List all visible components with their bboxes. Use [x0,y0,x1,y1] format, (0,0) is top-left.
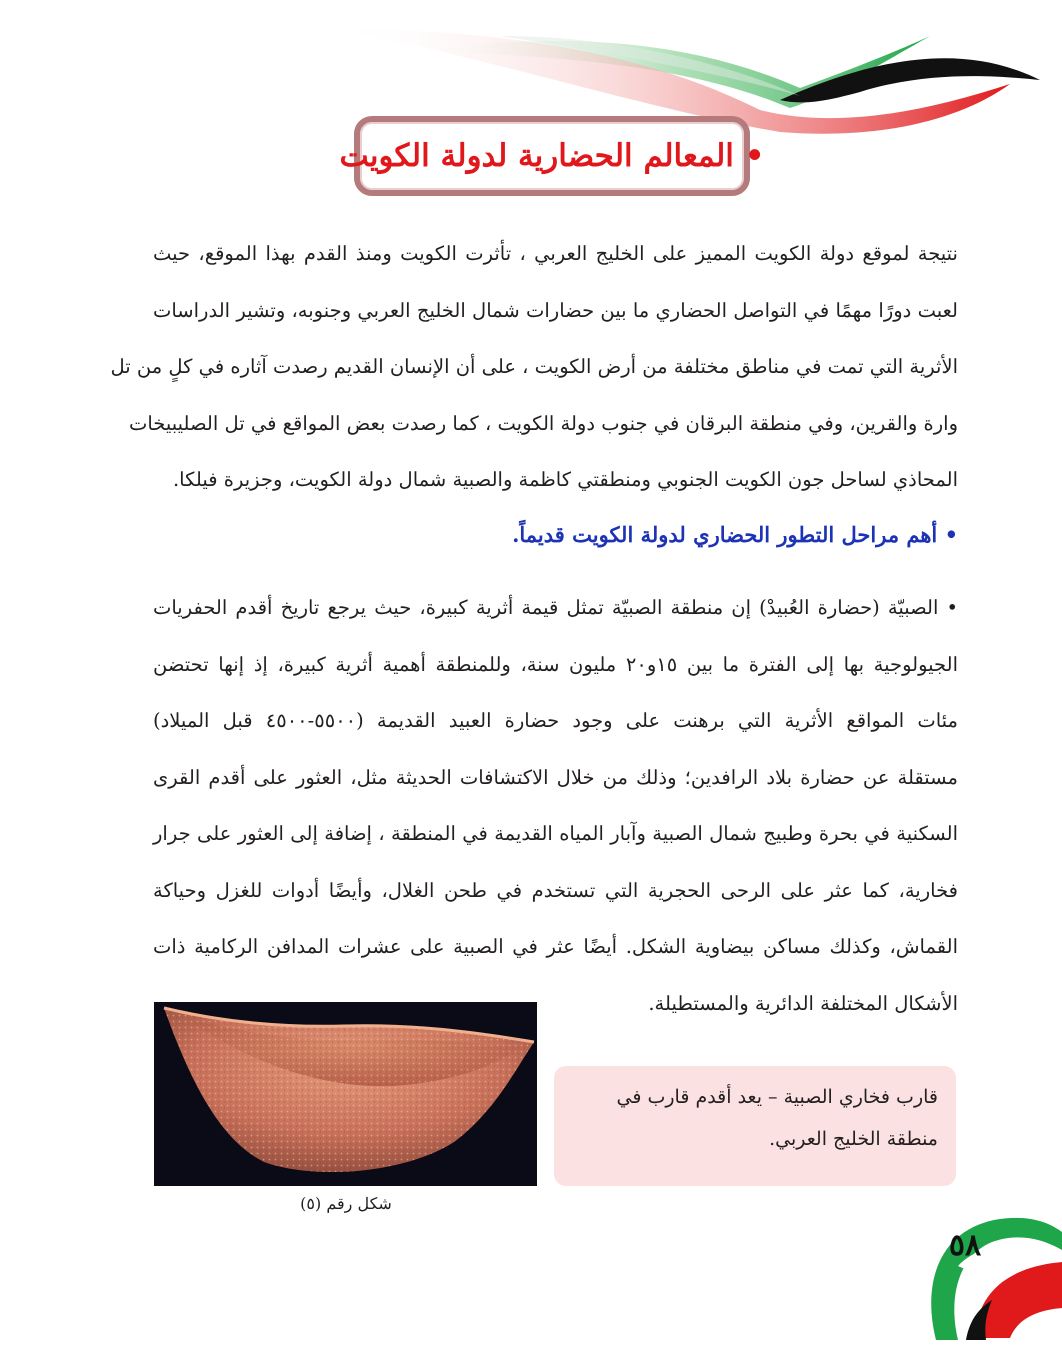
text-line: الأشكال المختلفة الدائرية والمستطيلة. [648,991,958,1015]
subbiya-paragraph [153,580,958,1032]
text-line: مئات المواقع الأثرية التي برهنت على وجود حضارة العبيد القديمة (٥٥٠٠-٤٥٠٠ قبل الميلاد) [153,709,958,732]
pottery-boat-image [154,1002,537,1186]
text-line: • الصبيّة (حضارة العُبيدْ) إن منطقة الصبيّة تمثل قيمة أثرية كبيرة، حيث يرجع تاريخ أقدم الحفريات [153,596,958,619]
text-line: مستقلة عن حضارة بلاد الرافدين؛ وذلك من خلال الاكتشافات الحديثة مثل، العثور على أقدم القرى [153,765,958,789]
figure-label: شكل رقم (٥) [300,1194,392,1213]
title-frame [339,116,765,196]
page-number: ٥٨ [948,1228,982,1263]
text-line: المحاذي لساحل جون الكويت الجنوبي ومنطقتي كاظمة والصبية شمال دولة الكويت، وجزيرة فيلكا. [172,468,958,491]
text-line: الأثرية التي تمت في مناطق مختلفة من أرض الكويت ، على أن الإنسان القديم رصدت آثاره في كلٍ من تل [110,355,958,378]
intro-paragraph [110,226,958,509]
text-line: نتيجة لموقع دولة الكويت المميز على الخليج العربي ، تأثرت الكويت ومنذ القدم بهذا الموقع، حيث [153,242,958,265]
text-line: القماش، وكذلك مساكن بيضاوية الشكل. أيضًا عثر في الصبية على عشرات المدافن الركامية ذات [153,935,958,958]
text-line: وارة والقرين، وفي منطقة البرقان في جنوب دولة الكويت ، كما رصدت بعض المواقع في تل الصليبيخات [129,411,958,435]
figure-caption-box [554,1066,956,1186]
text-line: لعبت دورًا مهمًا في التواصل الحضاري ما بين حضارات شمال الخليج العربي وجنوبه، وتشير الدراسات [153,298,958,322]
pottery-boat-drawing [154,1002,537,1186]
section-subheading: • أهم مراحل التطور الحضاري لدولة الكويت قديماً. [512,522,958,547]
text-line: فخارية، كما عثر على الرحى الحجرية التي تستخدم في طحن الغلال، وأيضًا أدوات للغزل وحياكة [153,878,958,902]
page-title: • المعالم الحضارية لدولة الكويت [339,138,765,174]
text-line: الجيولوجية بها إلى الفترة ما بين ١٥و٢٠ مليون سنة، وللمنطقة أهمية أثرية كبيرة، إذ إنها تحتضن [153,652,958,676]
figure-caption: قارب فخاري الصبية – يعد أقدم قارب في منطقة الخليج العربي. [616,1086,938,1150]
text-line: السكنية في بحرة وطبيج شمال الصبية وآبار المياه القديمة في المنطقة ، إضافة إلى العثور على جرار [153,822,958,845]
